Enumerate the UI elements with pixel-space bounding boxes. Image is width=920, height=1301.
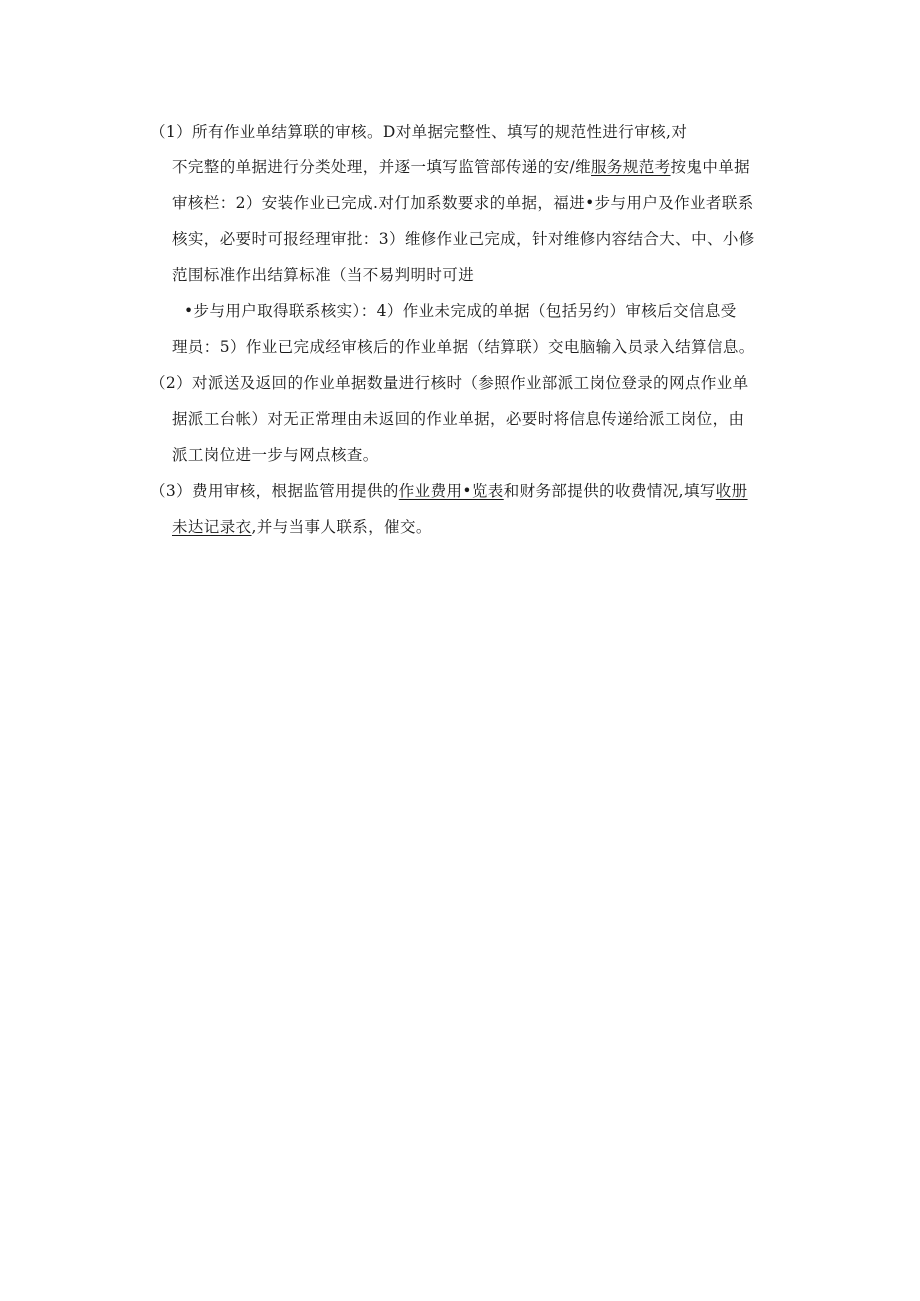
paragraph-2-line-1 xyxy=(150,373,749,393)
text: 按鬼中单据 xyxy=(670,158,751,176)
paragraph-1-line-2 xyxy=(172,157,750,177)
paragraph-1-line-1 xyxy=(150,122,687,142)
text: 范围标准作出结算标准（当不易判明时可进 xyxy=(172,266,475,284)
paragraph-3-line-1 xyxy=(150,481,748,501)
text: •步与用户取得联系核实）：4）作业未完成的单据（包括另约）审核后交信息受 xyxy=(184,302,737,320)
underlined-term: 服务规范考 xyxy=(591,158,671,176)
text: 不完整的单据进行分类处理，并逐一填写监管部传递的安/维 xyxy=(172,158,592,176)
paragraph-1-line-6 xyxy=(184,301,737,321)
text: （2）对派送及返回的作业单据数量进行核时（参照作业部派工岗位登录的网点作业单 xyxy=(150,374,749,392)
paragraph-3-line-2 xyxy=(172,517,432,537)
underlined-term: 收册 xyxy=(715,482,748,500)
paragraph-2-line-3 xyxy=(172,445,379,465)
paragraph-1-line-3 xyxy=(172,193,754,213)
text: ,并与当事人联系，催交。 xyxy=(251,518,432,536)
paragraph-1-line-4 xyxy=(172,229,755,249)
text: 理员：5）作业已完成经审核后的作业单据（结算联）交电脑输入员录入结算信息。 xyxy=(172,338,755,356)
text: 据派工台帐）对无正常理由未返回的作业单据，必要时将信息传递给派工岗位，由 xyxy=(172,410,745,428)
text: 派工岗位进一步与网点核查。 xyxy=(172,446,379,464)
underlined-term: 作业费用•览表 xyxy=(398,482,504,500)
paragraph-1-line-7 xyxy=(172,337,755,357)
text: 和财务部提供的收费情况,填写 xyxy=(503,482,716,500)
text: （3）费用审核，根据监管用提供的 xyxy=(150,482,399,500)
underlined-term: 未达记录衣 xyxy=(172,518,252,536)
text: 审核栏：2）安装作业已完成.对仃加系数要求的单据，福进•步与用户及作业者联系 xyxy=(172,194,754,212)
text: 核实，必要时可报经理审批：3）维修作业己完成，针对维修内容结合大、中、小修 xyxy=(172,230,755,248)
text: （1）所有作业单结算联的审核。D对单据完整性、填写的规范性进行审核,对 xyxy=(150,123,688,141)
paragraph-1-line-5 xyxy=(172,265,474,285)
paragraph-2-line-2 xyxy=(172,409,744,429)
